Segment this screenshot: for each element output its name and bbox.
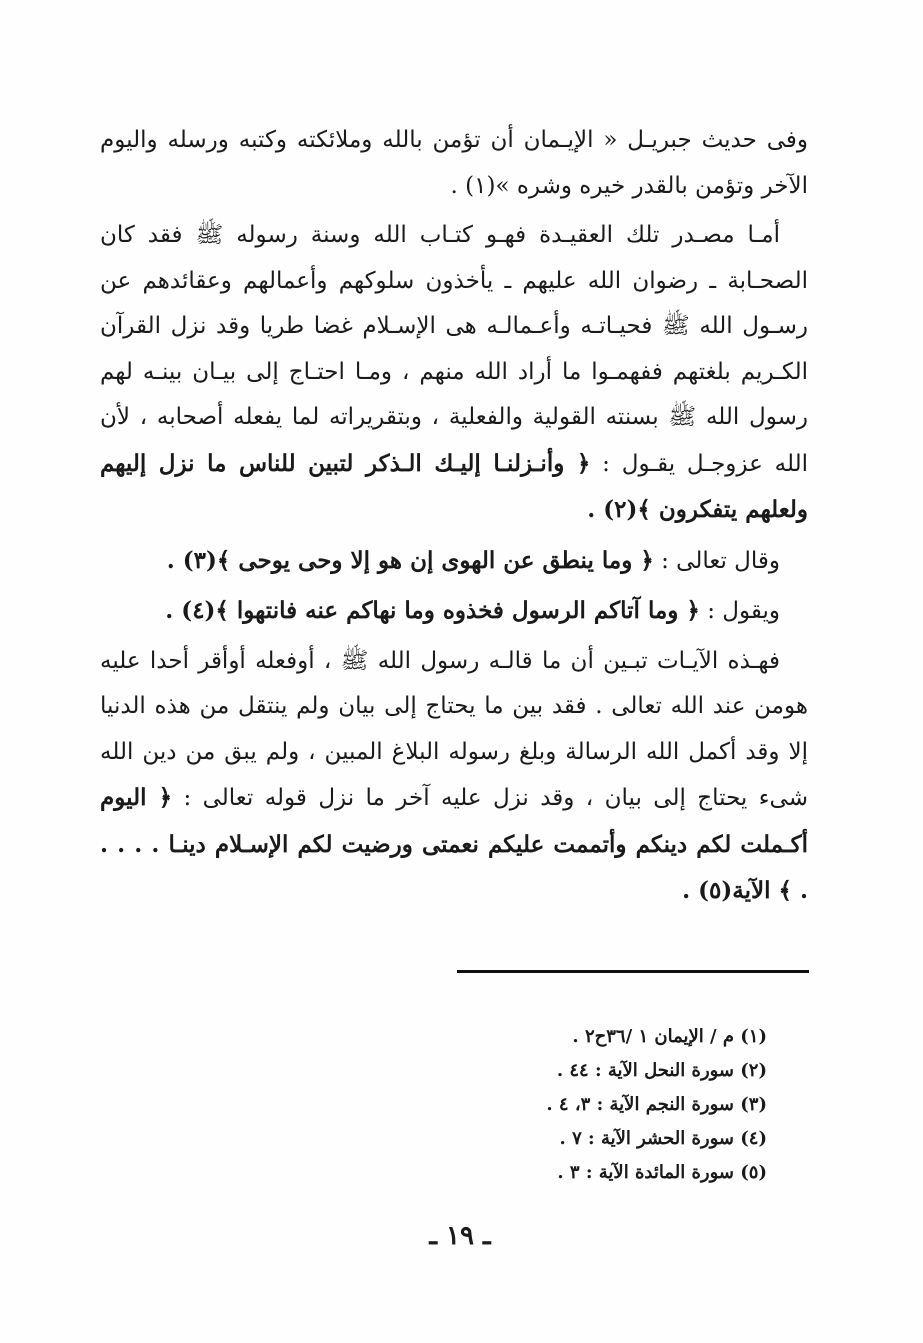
footnote-3: (٣) سورة النجم الآية : ٣، ٤ . (546, 1094, 767, 1115)
page-number: ـ ١٩ ـ (429, 1221, 491, 1251)
footnote-5: (٥) سورة المائدة الآية : ٣ . (557, 1162, 767, 1183)
paragraph-text: وقال تعالى : (653, 547, 780, 574)
footnote-separator (457, 970, 809, 973)
footnotes (400, 1020, 767, 1190)
paragraph-hadith (100, 118, 808, 209)
paragraph-text: ويقول : (699, 598, 780, 624)
footnote-2: (٢) سورة النحل الآية : ٤٤ . (556, 1060, 767, 1081)
paragraph-text: وفى حديث جبريـل « الإيـمان أن تؤمن بالله وملائكته وكتبه ورسله واليوم الآخر وتؤمن بالقدر خيره وشره »(١) . (100, 127, 808, 199)
body-text (100, 118, 808, 915)
paragraph-verse-hashr (100, 588, 808, 635)
quran-verse: ﴿ اليوم أكـملت لكم دينكم وأتممت عليكم نعمتى ورضيت لكم الإسـلام دينـا . . . . . ﴾ الآية(٥) . (100, 784, 808, 904)
footnote-4: (٤) سورة الحشر الآية : ٧ . (559, 1128, 767, 1149)
paragraph-text: فهـذه الآيـات تبـين أن ما قالـه رسول الله ﷺ ، أوفعله أوأقر أحدا عليه هومن عند الله تعالى . فقد بين ما يحتاج إلى بيان ولم ينتقل من هذه الدنيا إلا وقد أكمل الله الرسالة وبلغ رسوله البلاغ المبين ، ولم يبق من دين الله شىء يحتاج إلى بيان ، وقد نزل عليه آخر ما نزل قوله تعالى : (100, 647, 808, 811)
quran-verse: ﴿ وأنـزلنـا إليـك الـذكر لتبين للناس ما نزل إليهم ولعلهم يتفكرون ﴾(٢) . (100, 449, 808, 523)
paragraph-verse-najm (100, 538, 808, 585)
quran-verse: ﴿ وما آتاكم الرسول فخذوه وما نهاكم عنه فانتهوا ﴾(٤) . (165, 597, 700, 624)
quran-verse: ﴿ وما ينطق عن الهوى إن هو إلا وحى يوحى ﴾(٣) . (166, 546, 654, 574)
paragraph-text: أمـا مصـدر تلك العقيـدة فهـو كتـاب الله وسنة رسوله ﷺ فقد كان الصحـابة ـ رضوان الله عليهم ـ يأخذون سلوكهم وأعمالهم وعقائدهم عن رسـول الله ﷺ فحيـاتـه وأعـمالـه هى الإسـلام غضا طريا وقد نزل القرآن الكـريم بلغتهم ففهمـوا ما أراد الله منهم ، ومـا احتـاج إلى بيـان بينـه لهم رسول الله ﷺ بسنته القولية والفعلية ، وبتقريراته لما يفعله أصحابه ، لأن الله عزوجـل يقـول : (100, 222, 808, 477)
paragraph-source-of-creed (100, 213, 808, 534)
footnote-1: (١) م / الإيمان ١ /٣٦ح٢ . (572, 1026, 767, 1047)
paragraph-conclusion (100, 639, 808, 915)
